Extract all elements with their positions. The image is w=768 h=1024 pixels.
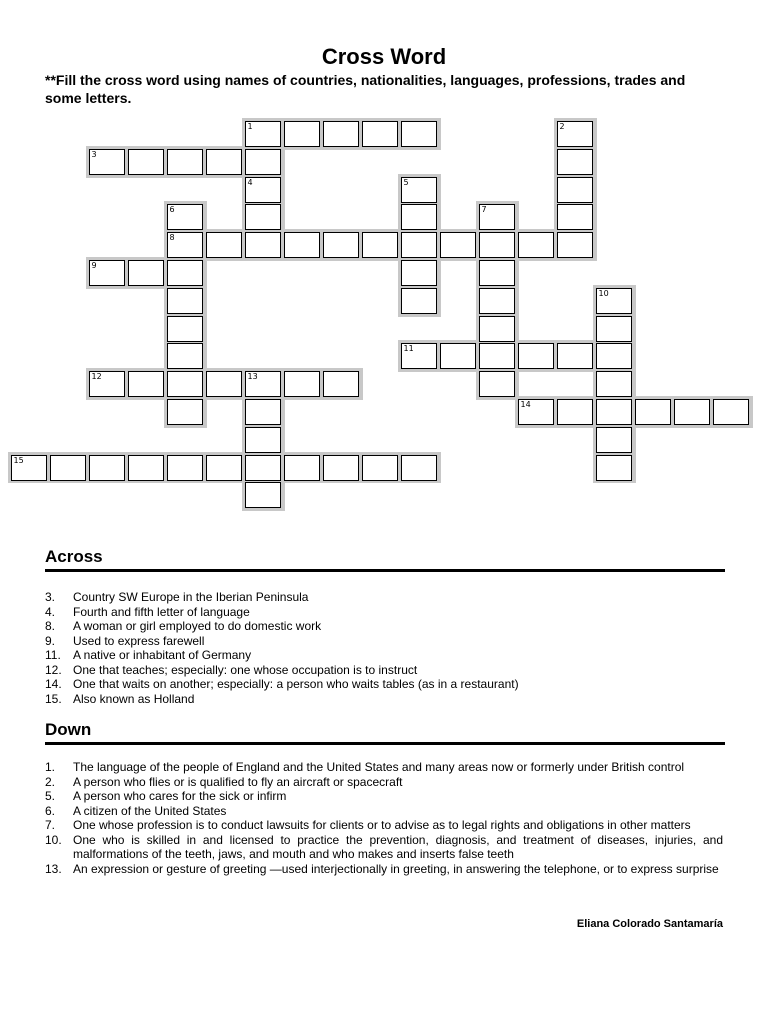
crossword-cell[interactable] [596,316,632,342]
crossword-cell[interactable] [401,260,437,286]
crossword-cell[interactable] [50,455,86,481]
cell-number: 8 [169,233,175,243]
crossword-cell[interactable] [557,177,593,203]
crossword-cell[interactable] [206,455,242,481]
crossword-cell[interactable] [245,371,281,397]
down-clue: 7. One whose profession is to conduct lawsuits for clients or to advise as to legal rights and obligations in other matters [45,818,691,832]
crossword-cell[interactable] [245,149,281,175]
crossword-cell[interactable] [401,204,437,230]
crossword-cell[interactable] [167,232,203,258]
down-clue: 5. A person who cares for the sick or infirm [45,789,287,803]
crossword-cell[interactable] [596,288,632,314]
crossword-cell[interactable] [245,232,281,258]
across-clue: 14. One that waits on another; especially: a person who waits tables (as in a restaurant) [45,677,519,691]
cell-number: 5 [403,177,409,187]
crossword-cell[interactable] [557,121,593,147]
cell-number: 3 [91,149,97,159]
cell-number: 7 [481,205,487,215]
crossword-cell[interactable] [206,149,242,175]
crossword-cell[interactable] [401,121,437,147]
crossword-cell[interactable] [284,121,320,147]
crossword-cell[interactable] [89,260,125,286]
crossword-cell[interactable] [557,399,593,425]
crossword-cell[interactable] [245,204,281,230]
crossword-cell[interactable] [89,371,125,397]
crossword-cell[interactable] [479,343,515,369]
crossword-cell[interactable] [362,232,398,258]
crossword-cell[interactable] [713,399,749,425]
across-clue: 9. Used to express farewell [45,633,205,648]
crossword-cell[interactable] [167,371,203,397]
crossword-cell[interactable] [362,121,398,147]
crossword-cell[interactable] [401,455,437,481]
crossword-cell[interactable] [128,371,164,397]
crossword-cell[interactable] [323,121,359,147]
across-clue: 11. A native or inhabitant of Germany [45,648,252,662]
crossword-cell[interactable] [245,482,281,508]
crossword-cell[interactable] [128,149,164,175]
cell-number: 11 [403,344,414,354]
instructions: **Fill the cross word using names of countries, nationalities, languages, professions, trades and some letters. [45,72,686,106]
crossword-cell[interactable] [206,371,242,397]
cell-number: 15 [13,455,24,465]
crossword-cell[interactable] [128,260,164,286]
crossword-cell[interactable] [479,260,515,286]
across-clue: 8. A woman or girl employed to do domestic work [45,619,322,633]
crossword-cell[interactable] [323,455,359,481]
crossword-cell[interactable] [674,399,710,425]
author-signature: Eliana Colorado Santamaría [576,918,723,930]
down-heading: Down [45,720,725,745]
crossword-cell[interactable] [401,343,437,369]
cell-number: 14 [520,400,531,409]
crossword-cell[interactable] [167,455,203,481]
crossword-cell[interactable] [635,399,671,425]
crossword-cell[interactable] [440,232,476,258]
crossword-cell[interactable] [440,343,476,369]
crossword-cell[interactable] [167,288,203,314]
down-clues [45,760,723,876]
crossword-cell[interactable] [167,204,203,230]
crossword-cell[interactable] [11,455,47,481]
across-clue: 4. Fourth and fifth letter of language [45,604,250,619]
cell-number: 10 [598,288,609,298]
crossword-cell[interactable] [479,371,515,397]
crossword-cell[interactable] [167,343,203,369]
crossword-cell[interactable] [128,455,164,481]
crossword-cell[interactable] [245,455,281,481]
crossword-cell[interactable] [284,371,320,397]
crossword-cell[interactable] [479,204,515,230]
crossword-cell[interactable] [323,371,359,397]
crossword-cell[interactable] [89,455,125,481]
across-heading: Across [45,547,725,572]
crossword-cell[interactable] [596,455,632,481]
crossword-cell[interactable] [518,399,554,425]
down-clue: 6. A citizen of the United States [45,803,227,818]
crossword-cell[interactable] [323,232,359,258]
crossword-cell[interactable] [89,149,125,175]
crossword-cell[interactable] [557,343,593,369]
cell-number: 13 [247,372,258,382]
cell-number: 6 [169,205,175,215]
crossword-cell[interactable] [167,316,203,342]
down-clue: 13. An expression or gesture of greeting —used interjectionally in greeting, in answering the telephone, or to express surprise [45,861,719,876]
cell-number: 9 [91,261,97,270]
crossword-cell[interactable] [518,232,554,258]
cell-number: 4 [247,177,253,187]
crossword-cell[interactable] [596,427,632,453]
crossword-cell[interactable] [557,204,593,230]
cell-number: 2 [559,122,565,131]
crossword-cell[interactable] [479,316,515,342]
crossword-cell[interactable] [284,232,320,258]
crossword-cell[interactable] [596,343,632,369]
crossword-cell[interactable] [245,427,281,453]
crossword-cell[interactable] [206,232,242,258]
crossword-cell[interactable] [167,399,203,425]
crossword-cell[interactable] [401,177,437,203]
cell-number: 12 [91,372,102,382]
page-title: Cross Word [321,44,447,69]
crossword-cell[interactable] [245,399,281,425]
across-clue: 12. One that teaches; especially: one whose occupation is to instruct [45,662,418,677]
crossword-cell[interactable] [479,288,515,314]
down-clue: 2. A person who flies or is qualified to fly an aircraft or spacecraft [45,774,403,789]
cell-number: 1 [247,122,253,131]
across-clue: 15. Also known as Holland [45,691,195,706]
crossword-cell[interactable] [557,232,593,258]
across-clues [45,590,723,706]
crossword-cell[interactable] [596,399,632,425]
crossword-cell[interactable] [479,232,515,258]
crossword-cell[interactable] [518,343,554,369]
crossword-cell[interactable] [401,232,437,258]
crossword-cell[interactable] [167,260,203,286]
crossword-cell[interactable] [167,149,203,175]
down-clue: 1. The language of the people of England and the United States and many areas now or formerly under British control [45,760,685,774]
crossword-cell[interactable] [596,371,632,397]
crossword-cell[interactable] [557,149,593,175]
crossword-cell[interactable] [284,455,320,481]
crossword-cell[interactable] [245,177,281,203]
crossword-cell[interactable] [401,288,437,314]
across-clue: 3. Country SW Europe in the Iberian Peninsula [45,590,309,604]
down-clue: 10. One who is skilled in and licensed to practice the prevention, diagnosis, and treatment of diseases, injuries, and malformations of the teeth, jaws, and mouth and who makes and inserts false teeth [45,832,723,861]
crossword-cell[interactable] [362,455,398,481]
crossword-cell[interactable] [245,121,281,147]
